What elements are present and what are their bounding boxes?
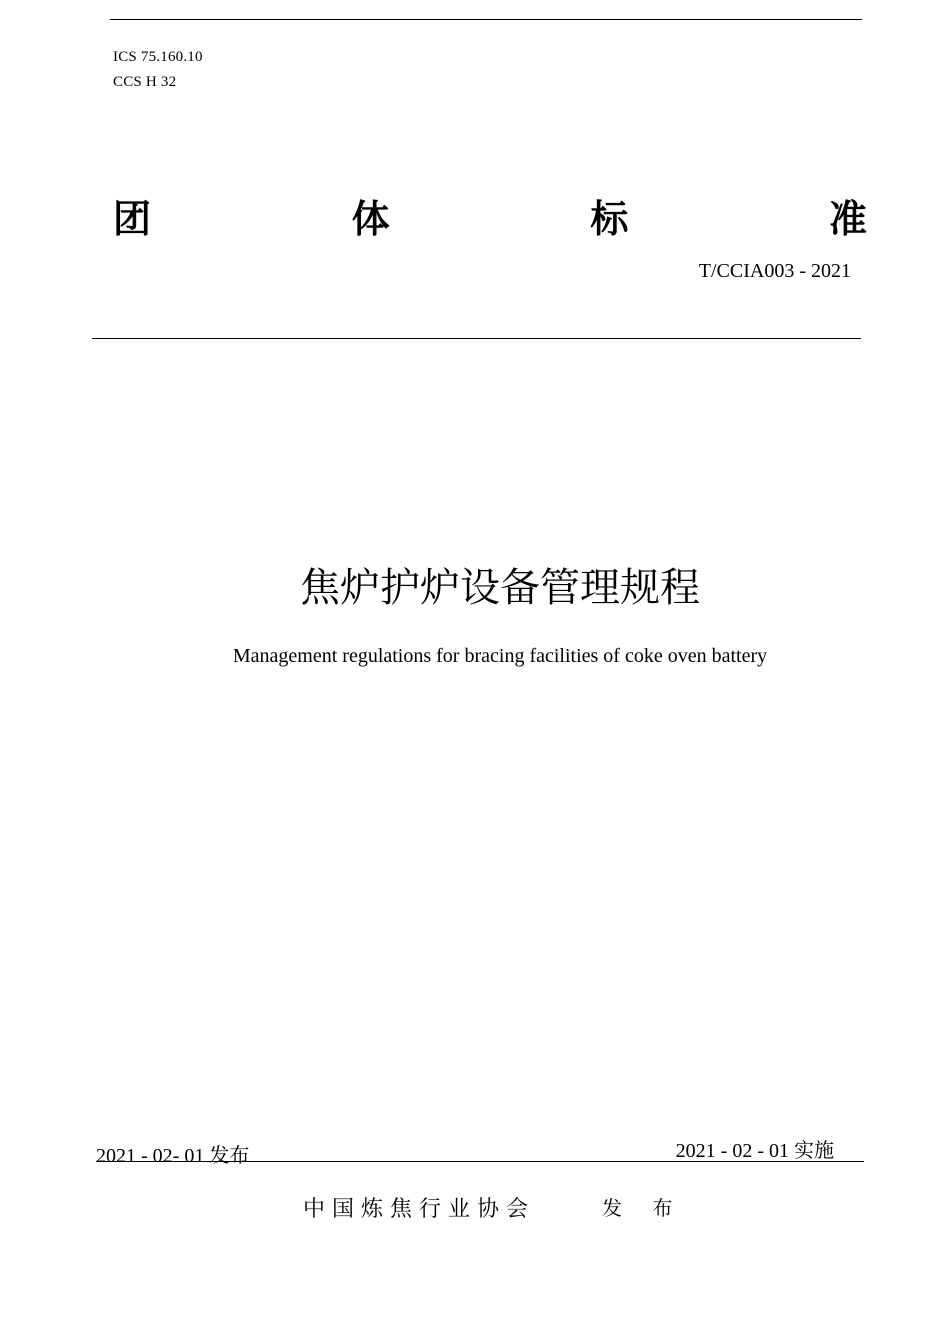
title-english: Management regulations for bracing facilities of coke oven battery: [232, 645, 768, 667]
middle-rule: [92, 338, 861, 339]
bottom-rule: [96, 1161, 864, 1162]
release-date: 2021 - 02- 01 发布: [96, 1145, 250, 1167]
top-rule: [110, 19, 862, 20]
doc-type-char: 标: [590, 197, 629, 241]
doc-type-char: 准: [828, 197, 867, 241]
title-chinese: 焦炉护炉设备管理规程: [300, 565, 700, 611]
doc-type-char: 团: [113, 197, 152, 241]
publish-label: 发 布: [602, 1196, 685, 1220]
document-type-heading: [113, 188, 867, 243]
ics-code: ICS 75.160.10: [113, 49, 203, 65]
doc-type-char: 体: [351, 197, 390, 241]
standard-number: T/CCIA003 - 2021: [698, 260, 851, 282]
publisher-name: 中国炼焦行业协会: [303, 1197, 536, 1222]
implementation-date: 2021 - 02 - 01 实施: [675, 1140, 834, 1162]
ccs-code: CCS H 32: [113, 74, 177, 90]
